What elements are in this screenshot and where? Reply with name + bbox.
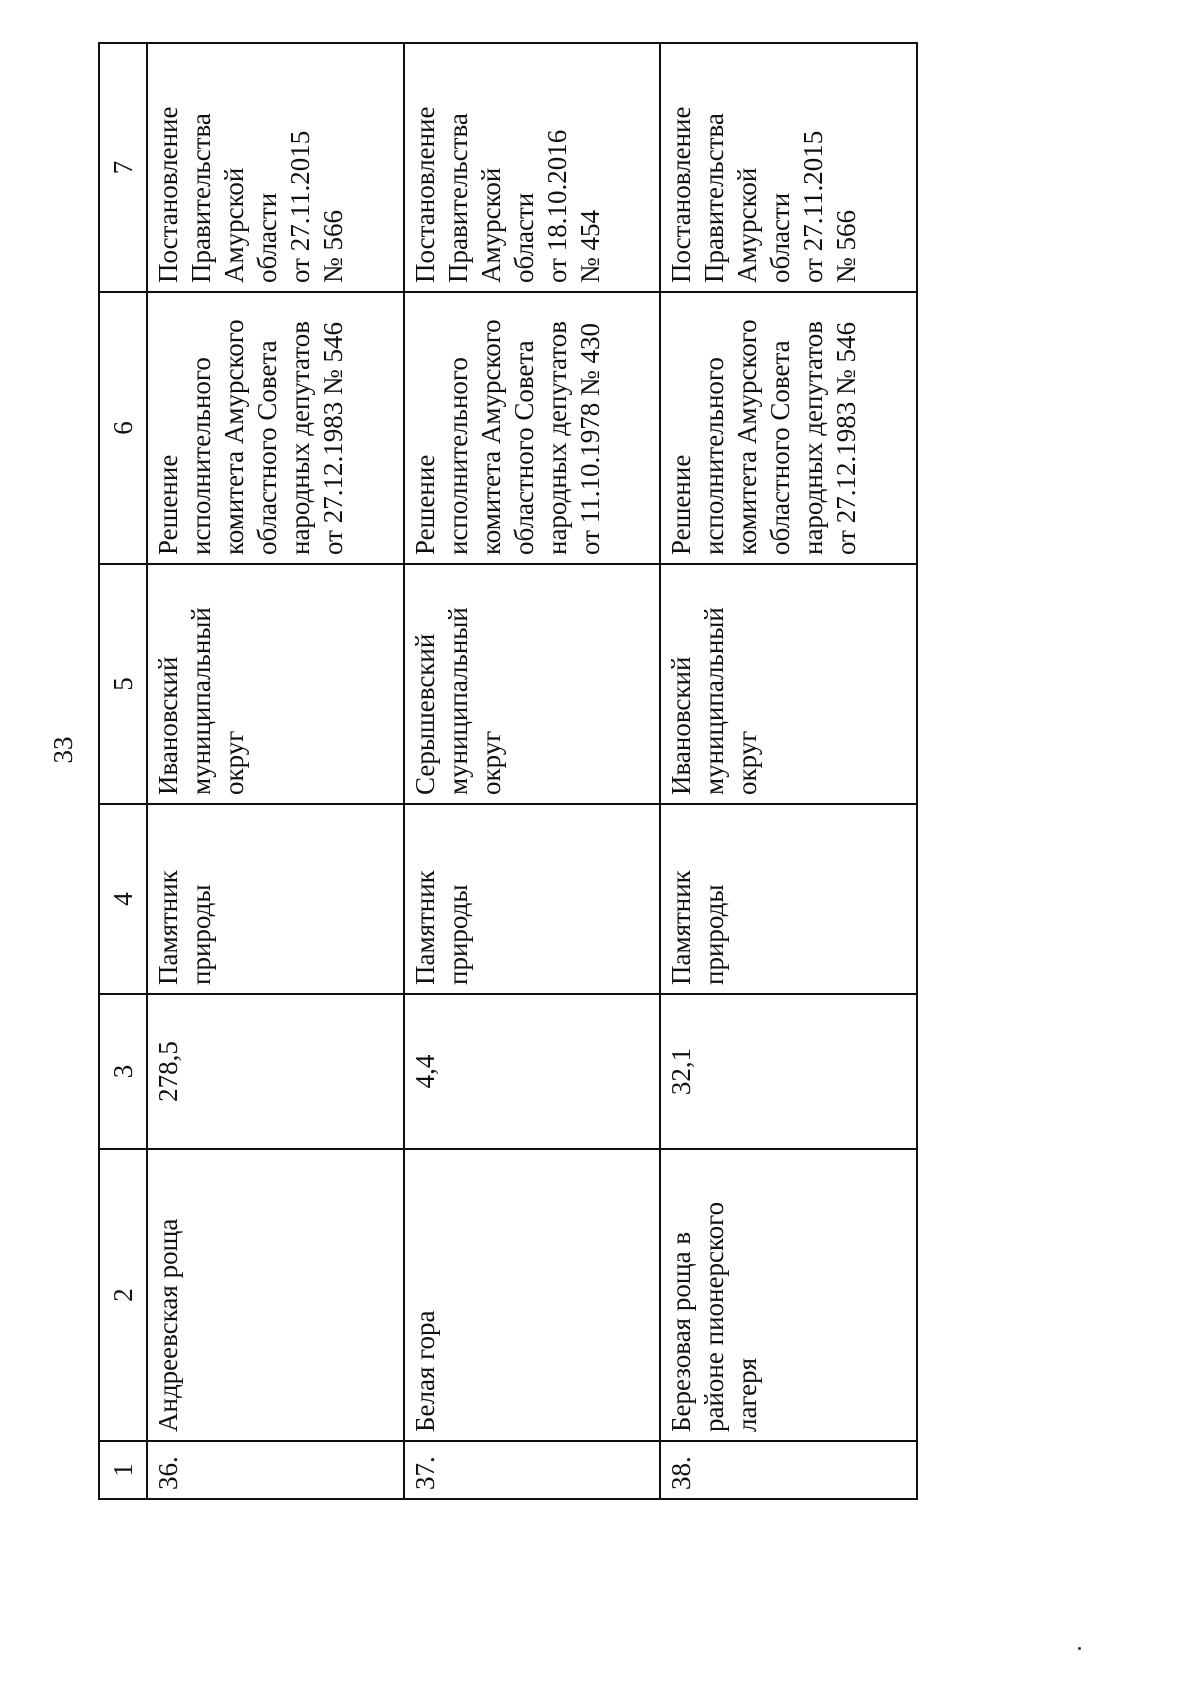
header-col-7: 7 xyxy=(99,43,147,292)
table-row xyxy=(660,43,917,1499)
decision: Решение исполнительного комитета Амурского областного Совета народных депутатов от 11.10.1978 № 430 xyxy=(404,292,661,564)
row-number: 38. xyxy=(660,1441,917,1499)
row-number: 37. xyxy=(404,1441,661,1499)
district: Серышевский муниципальный округ xyxy=(404,564,661,804)
category: Памятник природы xyxy=(147,804,404,994)
category: Памятник природы xyxy=(404,804,661,994)
resolution: Постановление Правительства Амурской области от 27.11.2015 № 566 xyxy=(660,43,917,292)
table-row xyxy=(147,43,404,1499)
header-col-3: 3 xyxy=(99,994,147,1149)
decision: Решение исполнительного комитета Амурского областного Совета народных депутатов от 27.12.1983 № 546 xyxy=(147,292,404,564)
object-name: Андреевская роща xyxy=(147,1149,404,1441)
header-row xyxy=(99,43,147,1499)
resolution: Постановление Правительства Амурской области от 18.10.2016 № 454 xyxy=(404,43,661,292)
protected-areas-table xyxy=(98,42,918,1500)
header-col-5: 5 xyxy=(99,564,147,804)
header-col-4: 4 xyxy=(99,804,147,994)
scan-speck xyxy=(1078,1647,1081,1650)
district: Ивановский муниципальный округ xyxy=(660,564,917,804)
table-container xyxy=(98,44,918,1500)
rotated-table-frame xyxy=(98,44,918,1500)
header-col-1: 1 xyxy=(99,1441,147,1499)
header-col-2: 2 xyxy=(99,1149,147,1441)
object-name: Березовая роща в районе пионерского лагеря xyxy=(660,1149,917,1441)
row-number: 36. xyxy=(147,1441,404,1499)
decision: Решение исполнительного комитета Амурского областного Совета народных депутатов от 27.12.1983 № 546 xyxy=(660,292,917,564)
resolution: Постановление Правительства Амурской области от 27.11.2015 № 566 xyxy=(147,43,404,292)
page-number: 33 xyxy=(48,736,78,764)
object-name: Белая гора xyxy=(404,1149,661,1441)
table-row xyxy=(404,43,661,1499)
header-col-6: 6 xyxy=(99,292,147,564)
area-value: 32,1 xyxy=(660,994,917,1149)
category: Памятник природы xyxy=(660,804,917,994)
district: Ивановский муниципальный округ xyxy=(147,564,404,804)
area-value: 4,4 xyxy=(404,994,661,1149)
area-value: 278,5 xyxy=(147,994,404,1149)
